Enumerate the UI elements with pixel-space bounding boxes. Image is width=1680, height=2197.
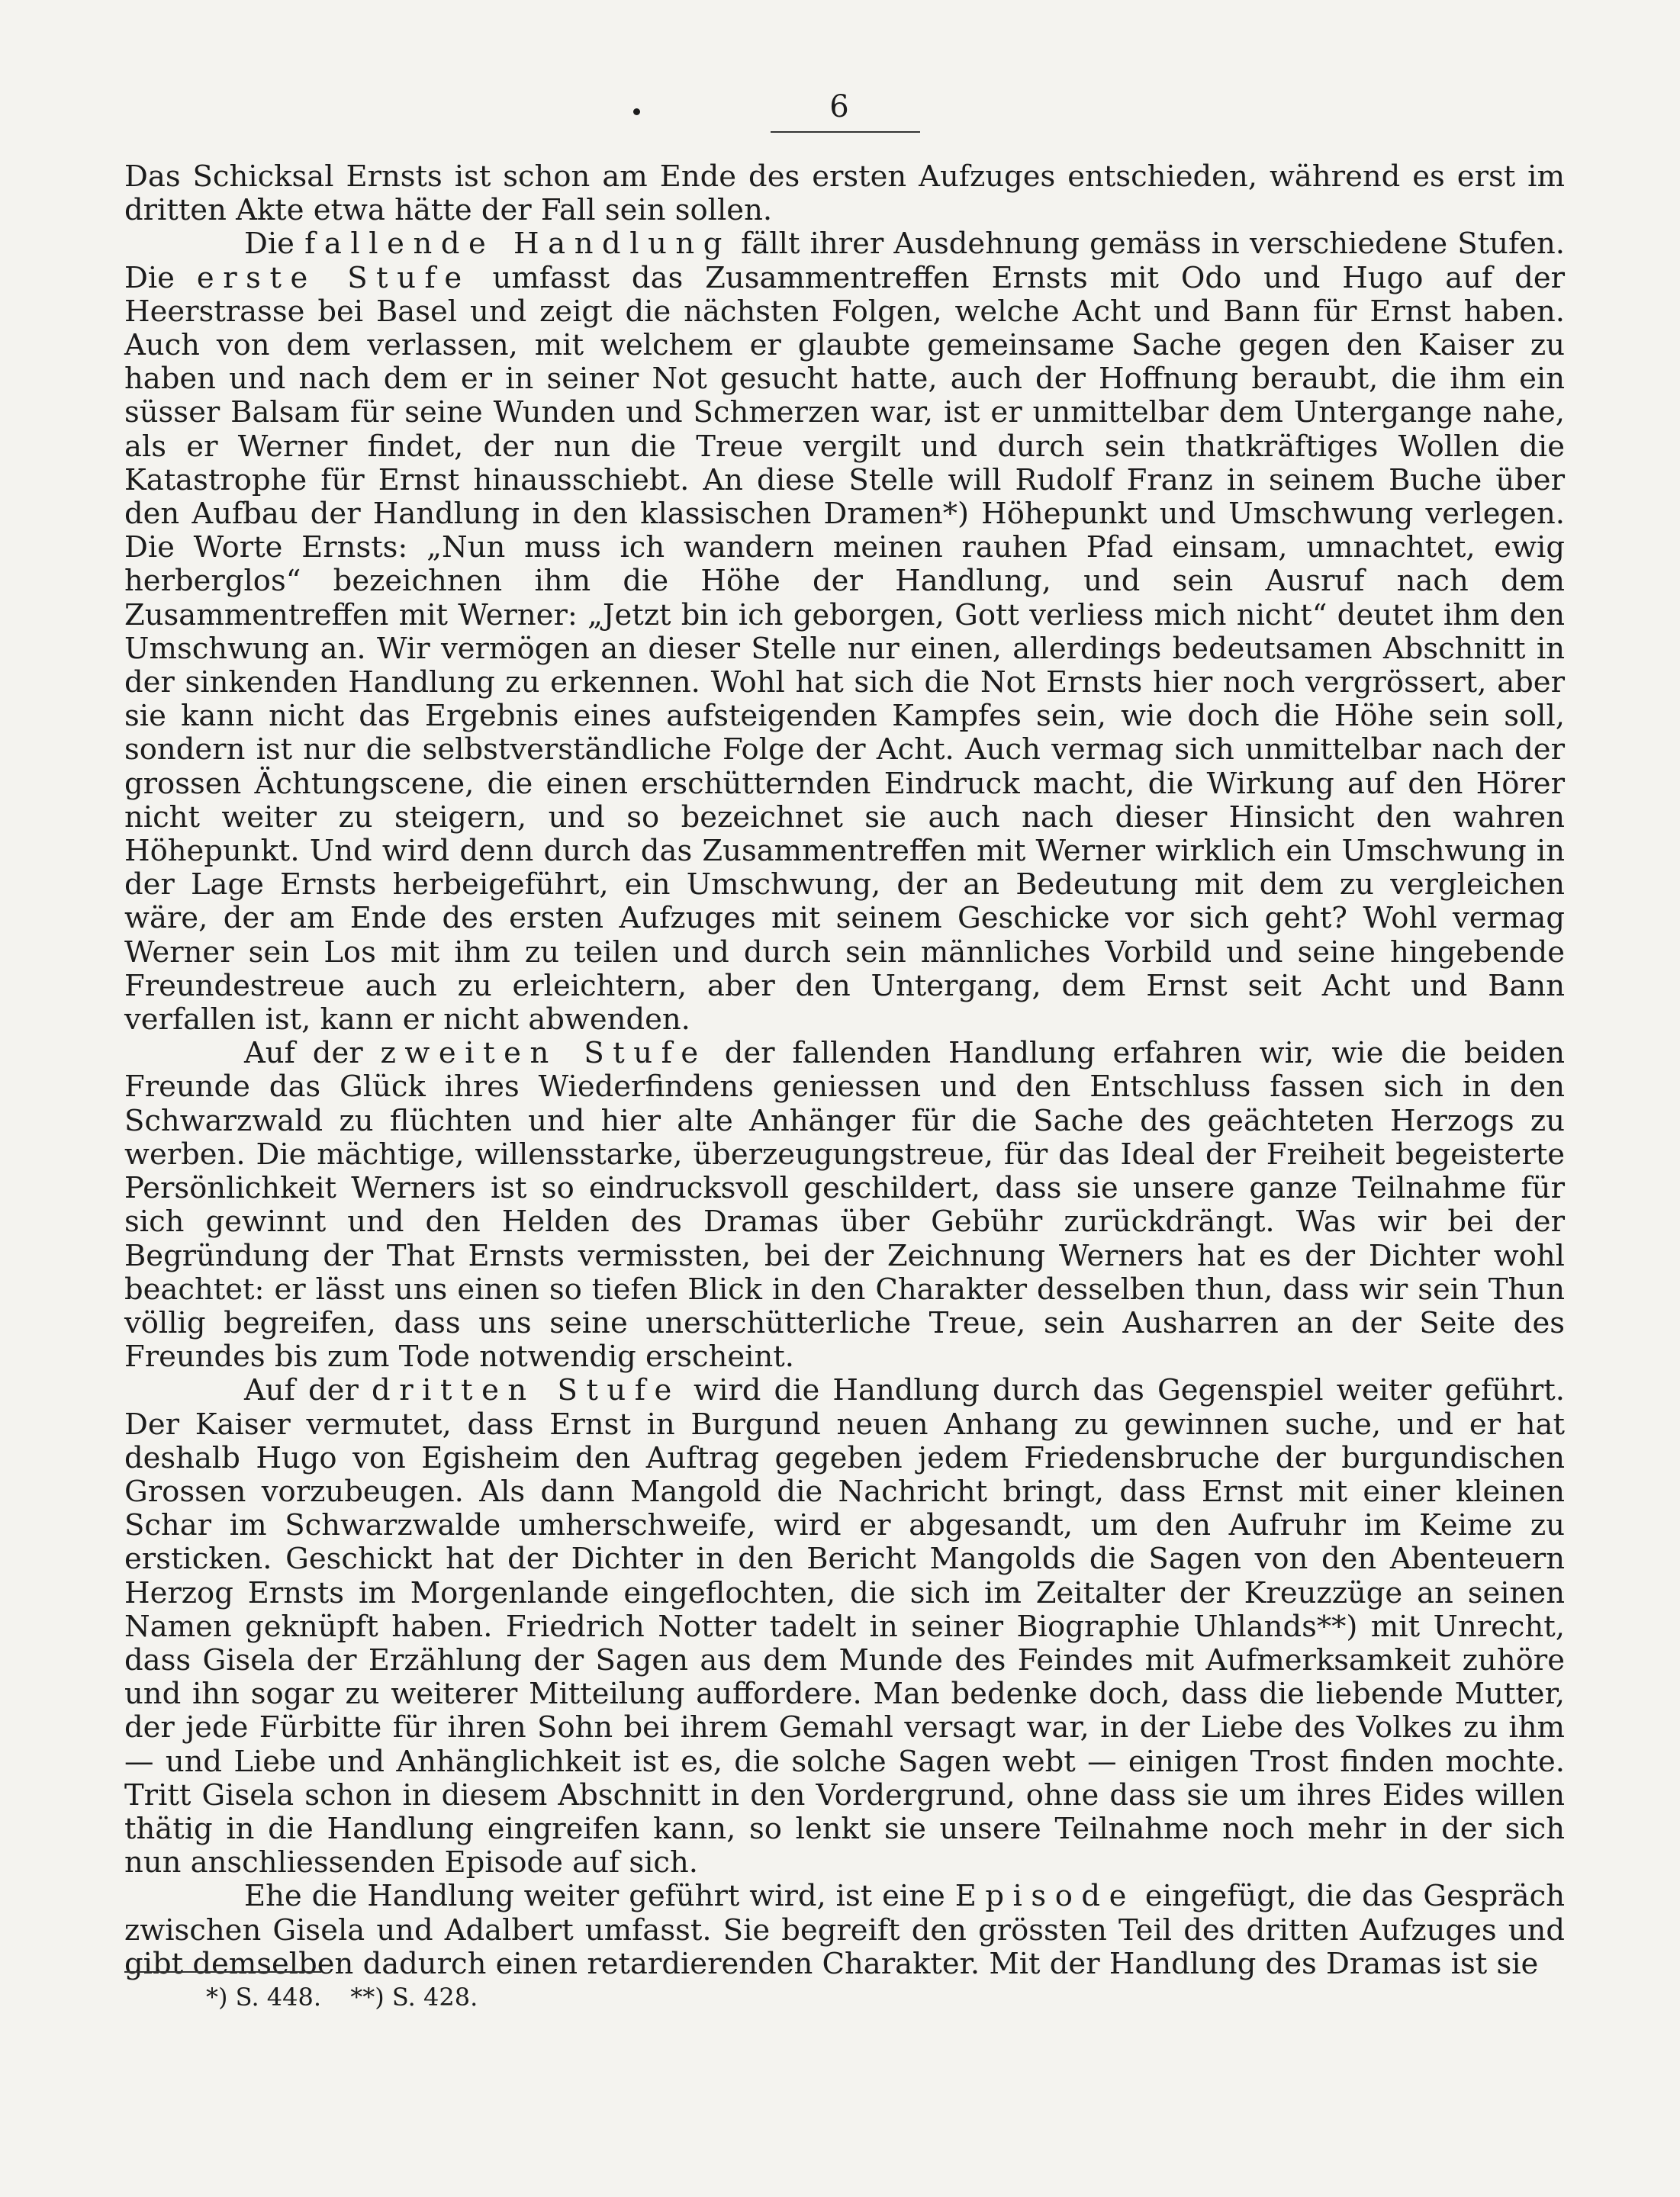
term-episode: Episode [954,1879,1135,1914]
paragraph-4-body: wird die Handlung durch das Gegenspiel weiter geführt. Der Kaiser vermutet, dass Ernst in Burgund neuen Anhang zu gewinnen suche, und er hat deshalb Hugo von Egisheim den Auftrag gegeben jedem Friedensbruche der burgundischen Grossen vorzubeugen. Als dann Mangold die Nachricht bringt, dass Ernst mit einer kleinen Schar im Schwarzwalde umherschweife, wird er abgesandt, um den Aufruhr im Keime zu ersticken. Geschickt hat der Dichter in den Bericht Mangolds die Sagen von den Abenteuern Herzog Ernsts im Morgenlande eingeflochten, die sich im Zeitalter der Kreuzzüge an seinen Namen geknüpft haben. Friedrich Notter tadelt in seiner Biographie Uhlands**) mit Unrecht, dass Gisela der Erzählung der Sagen aus dem Munde des Feindes mit Aufmerksamkeit zuhöre und ihn sogar zu weiterer Mitteilung auffordere. Man bedenke doch, dass die liebende Mutter, der jede Fürbitte für ihren Sohn bei ihrem Gemahl versagt war, in der Liebe des Volkes zu ihm — und Liebe und Anhänglichkeit ist es, die solche Sagen webt — einigen Trost finden mochte. Tritt Gisela schon in diesem Abschnitt in den Vordergrund, ohne dass sie um ihres Eides willen thätig in die Handlung eingreifen kann, so lenkt sie unsere Teilnahme noch mehr in der sich nun anschliessenden Episode auf sich. [124,1373,1565,1880]
paragraph-2-body: umfasst das Zusammentreffen Ernsts mit Odo und Hugo auf der Heerstrasse bei Basel und zeigt die nächsten Folgen, welche Acht und Bann für Ernst haben. Auch von dem verlassen, mit welchem er glaubte gemeinsame Sache gegen den Kaiser zu haben und nach dem er in seiner Not gesucht hatte, auch der Hoffnung beraubt, die ihm ein süsser Balsam für seine Wunden und Schmerzen war, ist er unmittelbar dem Untergange nahe, als er Werner findet, der nun die Treue vergilt und durch sein thatkräftiges Wollen die Katastrophe für Ernst hinausschiebt. An diese Stelle will Rudolf Franz in seinem Buche über den Aufbau der Handlung in den klassischen Dramen*) Höhepunkt und Umschwung verlegen. Die Worte Ernsts: „Nun muss ich wandern meinen rauhen Pfad einsam, umnachtet, ewig herberglos“ bezeichnen ihm die Höhe der Handlung, und sein Ausruf nach dem Zusammentreffen mit Werner: „Jetzt bin ich geborgen, Gott verliess mich nicht“ deutet ihm den Umschwung an. Wir vermögen an dieser Stelle nur einen, allerdings bedeutsamen Abschnitt in der sinkenden Handlung zu erkennen. Wohl hat sich die Not Ernsts hier noch vergrössert, aber sie kann nicht das Ergebnis eines aufsteigenden Kampfes sein, wie doch die Höhe sein soll, sondern ist nur die selbstverständliche Folge der Acht. Auch vermag sich unmittelbar nach der grossen Ächtungscene, die einen erschütternden Eindruck macht, die Wirkung auf den Hörer nicht weiter zu steigern, und so bezeichnet sie auch nach dieser Hinsicht den wahren Höhepunkt. Und wird denn durch das Zusammentreffen mit Werner wirklich ein Umschwung in der Lage Ernsts herbeigeführt, ein Umschwung, der an Bedeutung mit dem zu vergleichen wäre, der am Ende des ersten Aufzuges mit seinem Geschicke vor sich geht? Wohl vermag Werner sein Los mit ihm zu teilen und durch sein männliches Vorbild und seine hingebende Freundestreue auch zu erleichtern, aber den Untergang, dem Ernst seit Acht und Bann verfallen ist, kann er nicht abwenden. [124,260,1566,1037]
footnote-rule [124,1971,321,1973]
ink-dot [633,108,640,115]
paragraph-4 [124,1374,1565,1880]
paragraph-2-mid: fällt ihrer Ausdehnung gemäss in verschiedene Stufen. Die [124,227,1566,295]
footnote-2: **) S. 428. [350,1983,478,2012]
paragraph-5-lead: Ehe die Handlung weiter geführt wird, ist eine [244,1879,955,1914]
paragraph-5-body: eingefügt, die das Gespräch zwischen Gisela und Adalbert umfasst. Sie begreift den grössten Teil des dritten Aufzuges und gibt demselben dadurch einen retardierenden Charakter. Mit der Handlung des Dramas ist sie [124,1879,1565,1981]
footnote-1: *) S. 448. [206,1983,322,2012]
main-text [124,160,1565,1981]
paragraph-2 [124,227,1565,1037]
header-rule [771,131,920,133]
page-header [0,85,1680,131]
page-number: 6 [829,89,849,124]
term-dritten-stufe: dritten Stufe [372,1373,681,1408]
term-zweiten-stufe: zweiten Stufe [380,1036,707,1071]
paragraph-3-lead: Auf der [244,1036,381,1071]
footnotes [206,1980,478,2014]
term-fallende-handlung: fallende Handlung [304,227,731,262]
paragraph-3-body: der fallenden Handlung erfahren wir, wie die beiden Freunde das Glück ihres Wiederfindens geniessen und den Entschluss fassen sich in den Schwarzwald zu flüchten und hier alte Anhänger für die Sache des geächteten Herzogs zu werben. Die mächtige, willensstarke, überzeugungstreue, für das Ideal der Freiheit begeisterte Persönlichkeit Werners ist so eindrucksvoll geschildert, dass sie unsere ganze Teilnahme für sich gewinnt und den Helden des Dramas über Gebühr zurückdrängt. Was wir bei der Begründung der That Ernsts vermissten, bei der Zeichnung Werners hat es der Dichter wohl beachtet: er lässt uns einen so tiefen Blick in den Charakter desselben thun, dass wir sein Thun völlig begreifen, dass uns seine unerschütterliche Treue, sein Ausharren an der Seite des Freundes bis zum Tode notwendig erscheint. [124,1036,1565,1375]
paragraph-2-lead: Die [244,227,305,262]
paragraph-3 [124,1037,1565,1374]
paragraph-1: Das Schicksal Ernsts ist schon am Ende des ersten Aufzuges entschieden, während es erst im dritten Akte etwa hätte der Fall sein sollen. [124,159,1565,228]
paragraph-5 [124,1880,1565,1981]
term-erste-stufe: erste Stufe [196,260,471,295]
paragraph-4-lead: Auf der [244,1373,372,1408]
